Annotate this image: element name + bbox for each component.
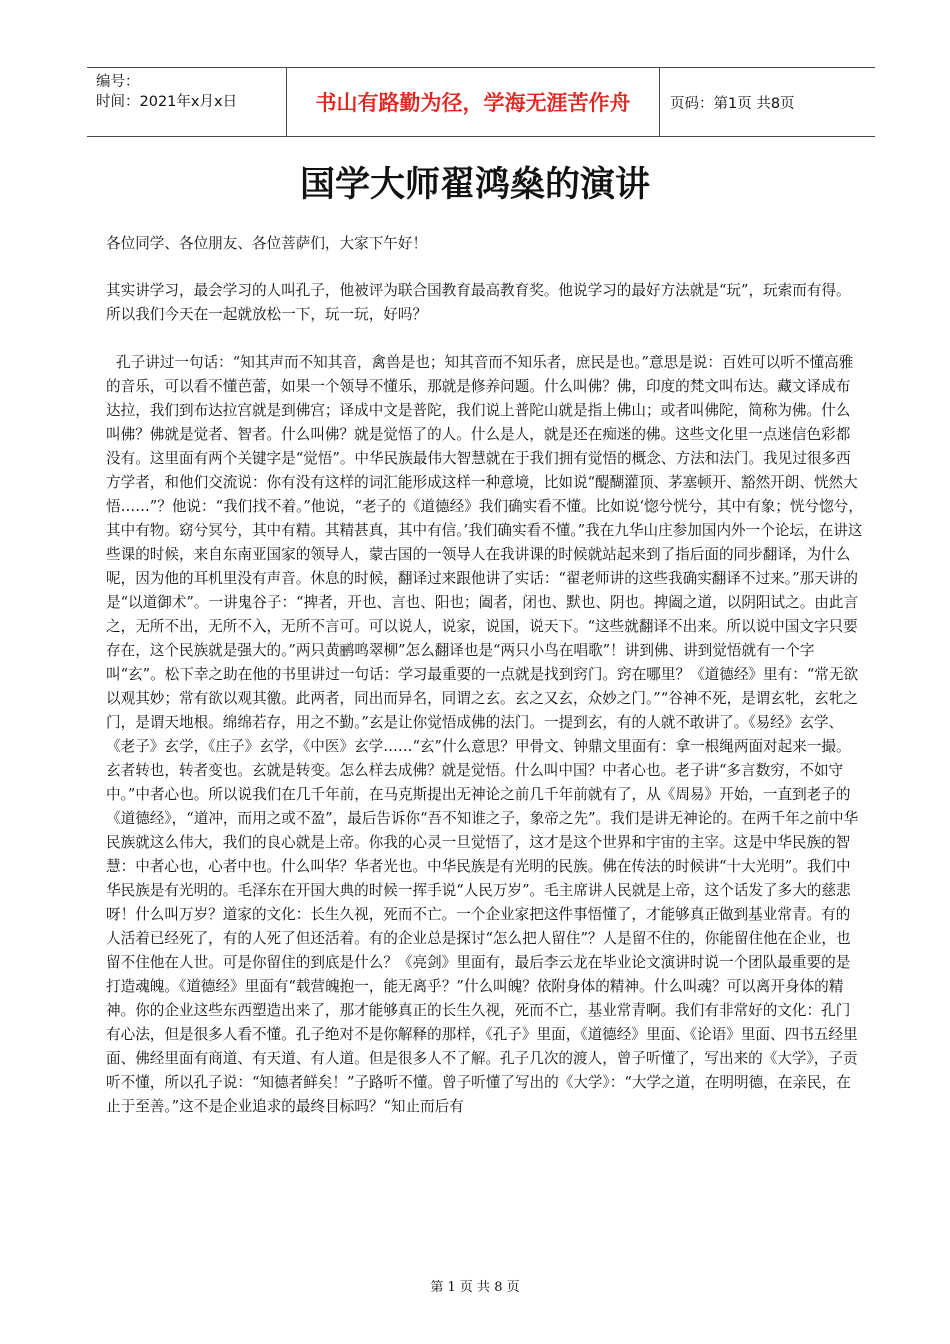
header-info bbox=[87, 68, 287, 136]
paragraph-greeting: 各位同学、各位朋友、各位菩萨们，大家下午好！ bbox=[106, 235, 428, 252]
document-title: 国学大师翟鸿燊的演讲 bbox=[299, 165, 650, 205]
header-page-label: 页码：第1页 共8页 bbox=[670, 95, 795, 112]
page-footer: 第 1 页 共 8 页 bbox=[430, 1280, 520, 1295]
number-label: 编号： bbox=[96, 74, 140, 90]
header-motto: 书山有路勤为径，学海无涯苦作舟 bbox=[287, 68, 660, 136]
page-header bbox=[87, 67, 875, 137]
paragraph-intro: 其实讲学习，最会学习的人叫孔子，他被评为联合国教育最高教育奖。他说学习的最好方法就是“玩”，玩索而有得。所以我们今天在一起就放松一下，玩一玩，好吗？ bbox=[106, 282, 851, 323]
paragraph-main: 孔子讲过一句话：“知其声而不知其音，禽兽是也；知其音而不知乐者，庶民是也。”意思是说：百姓可以听不懂高雅的音乐，可以看不懂芭蕾，如果一个领导不懂乐，那就是修养问题。什么叫佛？佛，印度的梵文叫布达。藏文译成布达拉，我们到布达拉宫就是到佛宫；译成中文是普陀，我们说上普陀山就是指上佛山；或者叫佛陀，简称为佛。什么叫佛？佛就是觉者、智者。什么叫佛？就是觉悟了的人。什么是人，就是还在痴迷的佛。这些文化里一点迷信色彩都没有。这里面有两个关键字是“觉悟”。中华民族最伟大智慧就在于我们拥有觉悟的概念、方法和法门。我见过很多西方学者，和他们交流说：你有没有这样的词汇能形成这样一种意境，比如说“醍醐灌顶、茅塞顿开、豁然开朗、恍然大悟……”？他说：“我们找不着。”他说，“老子的《道德经》我们确实看不懂。比如说‘惚兮恍兮，其中有象；恍兮惚兮，其中有物。窈兮冥兮，其中有精。其精甚真，其中有信。’我们确实看不懂。”我在九华山庄参加国内外一个论坛，在讲这些课的时候，来自东南亚国家的领导人，蒙古国的一领导人在我讲课的时候就站起来到了指后面的同步翻译，为什么呢，因为他的耳机里没有声音。休息的时候，翻译过来跟他讲了实话：“翟老师讲的这些我确实翻译不过来。”那天讲的是“以道御术”。一讲鬼谷子：“捭者，开也、言也、阳也；阖者，闭也、默也、阴也。捭阖之道，以阴阳试之。由此言之，无所不出，无所不入，无所不言可。可以说人，说家，说国，说天下。“这些就翻译不出来。所以说中国文字只要存在，这个民族就是强大的。”两只黄鹂鸣翠柳”怎么翻译也是“两只小鸟在唱歌”！讲到佛、讲到觉悟就有一个字叫“玄”。松下幸之助在他的书里讲过一句话：学习最重要的一点就是找到窍门。窍在哪里？《道德经》里有：“常无欲以观其妙；常有欲以观其徼。此两者，同出而异名，同谓之玄。玄之又玄，众妙之门。”“谷神不死，是谓玄牝，玄牝之门，是谓天地根。绵绵若存，用之不勤。”玄是让你觉悟成佛的法门。一提到玄，有的人就不敢讲了。《易经》玄学、《老子》玄学，《庄子》玄学，《中医》玄学……“玄”什么意思？甲骨文、钟鼎文里面有：拿一根绳两面对起来一撮。玄者转也，转者变也。玄就是转变。怎么样去成佛？就是觉悟。什么叫中国？中者心也。老子讲“多言数穷，不如守中。”中者心也。所以说我们在几千年前，在马克斯提出无神论之前几千年前就有了，从《周易》开始，一直到老子的《道德经》，“道冲，而用之或不盈”，最后告诉你“吾不知谁之子，象帝之先”。我们是讲无神论的。在两千年之前中华民族就这么伟大，我们的良心就是上帝。你我的心灵一旦觉悟了，这才是这个世界和宇宙的主宰。这是中华民族的智慧：中者心也，心者中也。什么叫华？华者光也。中华民族是有光明的民族。佛在传法的时候讲“十大光明”。我们中华民族是有光明的。毛泽东在开国大典的时候一挥手说“人民万岁”。毛主席讲人民就是上帝，这个话发了多大的慈悲呀！什么叫万岁？道家的文化：长生久视，死而不亡。一个企业家把这件事悟懂了，才能够真正做到基业常青。有的人活着已经死了，有的人死了但还活着。有的企业总是探讨“怎么把人留住”？人是留不住的，你能留住他在企业，也留不住他在人世。可是你留住的到底是什么？《亮剑》里面有，最后李云龙在毕业论文演讲时说一个团队最重要的是打造魂魄。《道德经》里面有“载营魄抱一，能无离乎？”什么叫魄？依附身体的精神。什么叫魂？可以离开身体的精神。你的企业这些东西塑造出来了，那才能够真正的长生久视，死而不亡，基业常青啊。我们有非常好的文化：孔门有心法，但是很多人看不懂。孔子绝对不是你解释的那样，《孔子》里面，《道德经》里面、《论语》里面、四书五经里面、佛经里面有商道、有天道、有人道。但是很多人不了解。孔子几次的渡人，曾子听懂了，写出来的《大学》，子贡听不懂，所以孔子说：“知德者鲜矣！”子路听不懂。曾子听懂了写出的《大学》：“大学之道，在明明德，在亲民，在止于至善。”这不是企业追求的最终目标吗？“知止而后有 bbox=[106, 354, 863, 1115]
time-label: 时间：2021年x月x日 bbox=[96, 94, 238, 110]
